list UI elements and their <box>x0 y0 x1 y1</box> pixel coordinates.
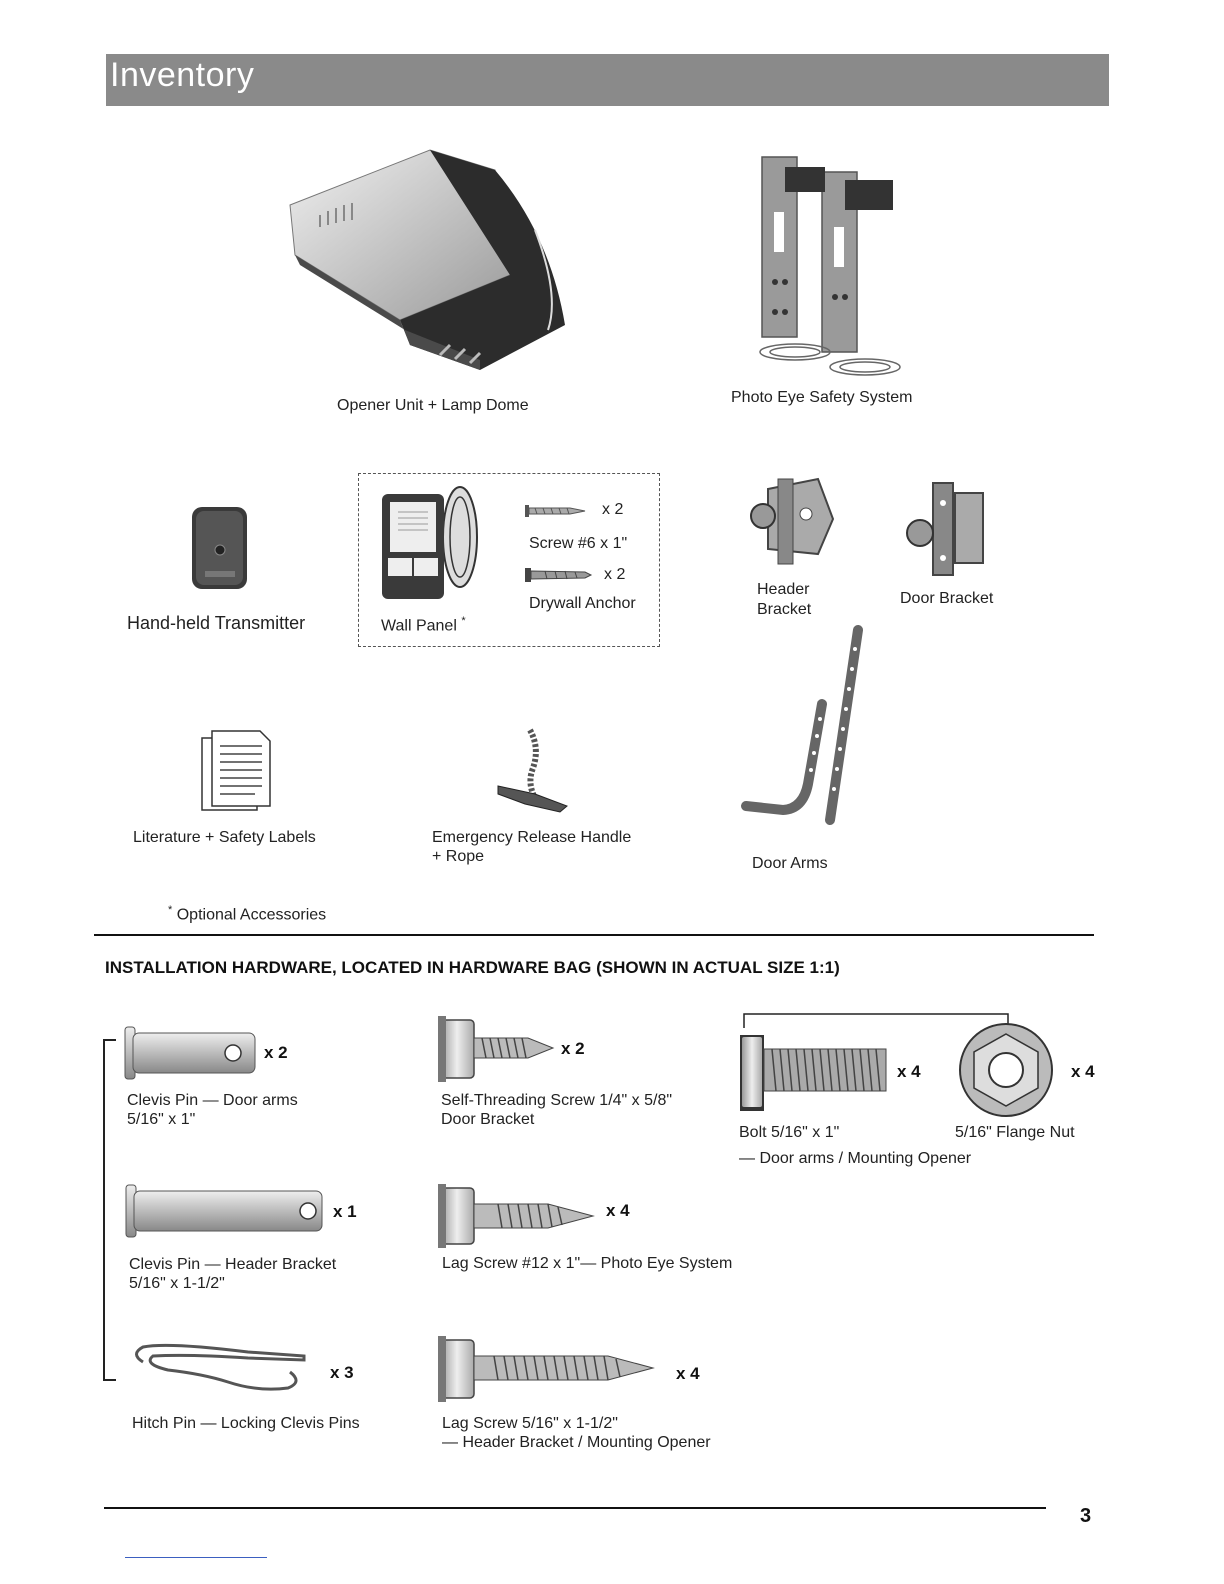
footer-rule <box>104 1507 1046 1509</box>
hardware-caption-2a: Clevis Pin — Header Bracket <box>129 1256 337 1273</box>
lag-screw-12-image <box>438 1184 598 1248</box>
door-arms-image <box>738 624 868 829</box>
literature-caption: Literature + Safety Labels <box>133 829 316 846</box>
door-bracket-caption: Door Bracket <box>900 590 994 607</box>
page-title: Inventory <box>110 56 255 94</box>
hardware-qty-2: x 1 <box>333 1202 357 1221</box>
opener-unit-caption: Opener Unit + Lamp Dome <box>337 397 529 414</box>
header-bracket-image <box>748 474 838 564</box>
screw-caption: Screw #6 x 1" <box>529 535 628 552</box>
header-bracket-caption-1: Header <box>757 581 810 598</box>
hardware-caption-7: Bolt 5/16" x 1" <box>739 1124 840 1141</box>
hardware-caption-1b: 5/16" x 1" <box>127 1111 196 1128</box>
self-threading-screw-image <box>438 1014 558 1084</box>
optional-note <box>168 900 326 925</box>
bolt-nut-note: — Door arms / Mounting Opener <box>739 1150 972 1167</box>
drywall-anchor-image <box>525 566 593 584</box>
optional-mark: * <box>461 615 466 627</box>
optional-note-label: Optional Accessories <box>176 906 327 924</box>
photo-eye-image <box>740 152 910 382</box>
hardware-caption-1a: Clevis Pin — Door arms <box>127 1092 298 1109</box>
hardware-caption-2b: 5/16" x 1-1/2" <box>129 1275 225 1292</box>
anchor-qty: x 2 <box>604 566 626 583</box>
hardware-qty-5: x 4 <box>606 1201 630 1220</box>
hardware-qty-3: x 3 <box>330 1363 354 1382</box>
wall-panel-image <box>380 482 490 607</box>
opener-unit-image <box>280 145 580 375</box>
clevis-pin-short-image <box>123 1025 263 1081</box>
photo-eye-caption: Photo Eye Safety System <box>731 389 913 406</box>
hardware-qty-6: x 4 <box>676 1364 700 1383</box>
hardware-caption-3: Hitch Pin — Locking Clevis Pins <box>132 1415 360 1432</box>
hardware-caption-6b: — Header Bracket / Mounting Opener <box>442 1434 711 1451</box>
page-number: 3 <box>1080 1505 1092 1527</box>
release-handle-caption-1: Emergency Release Handle <box>432 829 632 846</box>
flange-nut-image <box>958 1022 1056 1118</box>
hardware-caption-4b: Door Bracket <box>441 1111 535 1128</box>
footer-link-underline <box>125 1557 267 1558</box>
release-handle-caption-2: + Rope <box>432 848 485 865</box>
release-handle-image <box>495 728 575 813</box>
hardware-section-title: INSTALLATION HARDWARE, LOCATED IN HARDWARE BAG (SHOWN IN ACTUAL SIZE 1:1) <box>105 958 840 977</box>
bolt-image <box>738 1035 890 1111</box>
section-header-bar <box>106 54 1109 106</box>
header-bracket-caption-2: Bracket <box>757 601 812 618</box>
transmitter-image <box>190 505 250 595</box>
lag-screw-long-image <box>438 1336 658 1402</box>
hitch-pin-image <box>128 1342 308 1397</box>
optional-note-mark: * <box>168 904 173 916</box>
door-arms-caption: Door Arms <box>752 855 828 872</box>
wall-panel-label: Wall Panel <box>381 617 457 635</box>
pin-group-bracket <box>102 1038 122 1383</box>
clevis-pin-long-image <box>124 1183 329 1239</box>
hardware-qty-4: x 2 <box>561 1039 585 1058</box>
hardware-caption-5: Lag Screw #12 x 1"— Photo Eye System <box>442 1255 733 1272</box>
transmitter-caption: Hand-held Transmitter <box>127 613 306 633</box>
screw-qty: x 2 <box>602 501 624 518</box>
literature-image <box>200 728 275 813</box>
hardware-qty-1: x 2 <box>264 1043 288 1062</box>
hardware-caption-4a: Self-Threading Screw 1/4" x 5/8" <box>441 1092 673 1109</box>
wall-panel-caption <box>381 611 466 636</box>
hardware-caption-6a: Lag Screw 5/16" x 1-1/2" <box>442 1415 618 1432</box>
door-bracket-image <box>905 478 990 578</box>
screw-image <box>525 503 587 519</box>
hardware-qty-8: x 4 <box>1071 1062 1095 1081</box>
section-divider <box>94 934 1094 936</box>
anchor-caption: Drywall Anchor <box>529 595 636 612</box>
hardware-caption-8: 5/16" Flange Nut <box>955 1124 1075 1141</box>
hardware-qty-7: x 4 <box>897 1062 921 1081</box>
